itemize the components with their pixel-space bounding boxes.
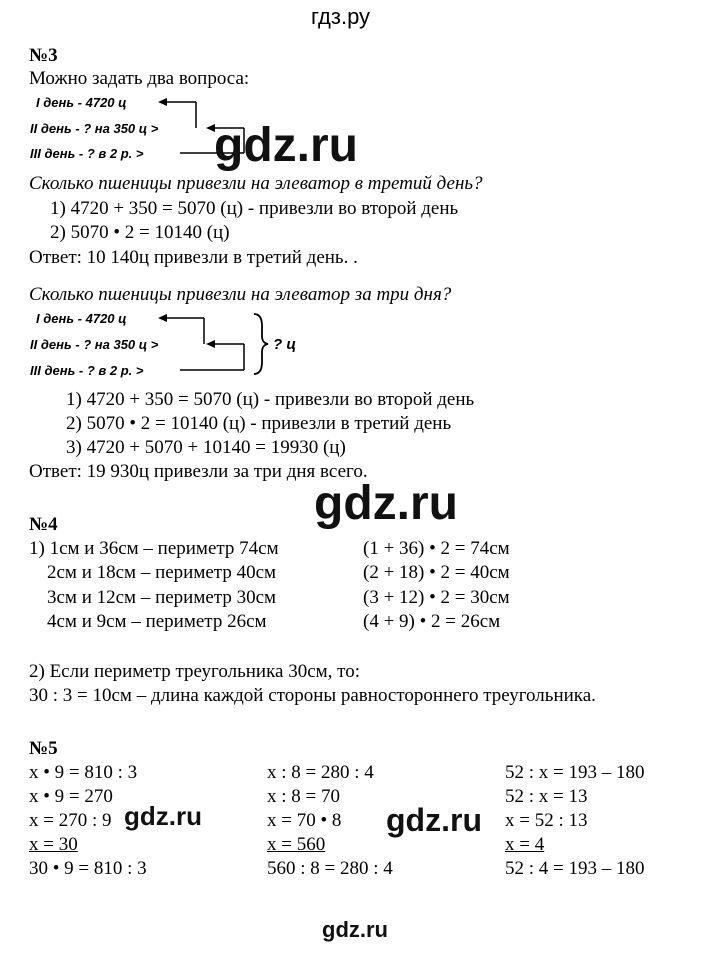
step2-1: 1) 4720 + 350 = 5070 (ц) - привезли во второй день [66, 389, 475, 410]
watermark-5: gdz.ru [322, 917, 388, 942]
diagram2-day3: III день - ? в 2 р. > [30, 363, 144, 378]
question-1: Сколько пшеницы привезли на элеватор в третий день? [29, 173, 483, 194]
diagram1-day1: I день - 4720 ц [36, 95, 127, 110]
question-2: Сколько пшеницы привезли на элеватор за три дня? [29, 284, 452, 305]
answer-1: Ответ: 10 140ц привезли в третий день. . [29, 247, 358, 268]
diagram2-day2: II день - ? на 350 ц > [30, 337, 159, 352]
eq2-line1: x : 8 = 280 : 4 [267, 762, 374, 783]
diagram2-day1: I день - 4720 ц [36, 311, 127, 326]
eq1-check: 30 • 9 = 810 : 3 [29, 858, 147, 879]
eq3-line2: 52 : x = 13 [505, 786, 588, 807]
eq2-check: 560 : 8 = 280 : 4 [267, 858, 393, 879]
watermark-3: gdz.ru [124, 801, 202, 831]
site-header: гдз.ру [311, 4, 371, 29]
eq1-line3: x = 270 : 9 [29, 810, 112, 831]
eq1-line1: x • 9 = 810 : 3 [29, 762, 138, 783]
eq3-line1: 52 : x = 193 – 180 [505, 762, 645, 783]
diagram1-day3: III день - ? в 2 р. > [30, 146, 144, 161]
task4-row3-left: 3см и 12см – периметр 30см [47, 587, 277, 608]
watermark-2: gdz.ru [314, 477, 458, 530]
diagram2-total: ? ц [273, 336, 297, 353]
task4-row3-right: (3 + 12) • 2 = 30см [363, 587, 510, 608]
eq2-line2: x : 8 = 70 [267, 786, 340, 807]
eq2-line3: x = 70 • 8 [267, 810, 342, 831]
task4-row4-right: (4 + 9) • 2 = 26см [363, 611, 501, 632]
task-4-number: №4 [29, 514, 58, 535]
eq3-result: x = 4 [505, 834, 545, 855]
eq3-check: 52 : 4 = 193 – 180 [505, 858, 645, 879]
task4-row4-left: 4см и 9см – периметр 26см [47, 611, 267, 632]
task-3-intro: Можно задать два вопроса: [29, 68, 250, 89]
task4-row2-left: 2см и 18см – периметр 40см [47, 562, 277, 583]
task4-row2-right: (2 + 18) • 2 = 40см [363, 562, 510, 583]
step1-1: 1) 4720 + 350 = 5070 (ц) - привезли во второй день [50, 198, 459, 219]
step2-3: 3) 4720 + 5070 + 10140 = 19930 (ц) [66, 437, 346, 458]
answer-2: Ответ: 19 930ц привезли за три дня всего. [29, 461, 368, 482]
eq3-line3: x = 52 : 13 [505, 810, 588, 831]
eq2-result: x = 560 [267, 834, 326, 855]
task4-part2-line1: 2) Если периметр треугольника 30см, то: [29, 661, 360, 682]
task4-row1-left: 1) 1см и 36см – периметр 74см [29, 538, 279, 559]
watermark-1: gdz.ru [214, 119, 358, 172]
step1-2: 2) 5070 • 2 = 10140 (ц) [50, 222, 230, 243]
task-3-number: №3 [29, 45, 58, 66]
diagram1-day2: II день - ? на 350 ц > [30, 121, 159, 136]
eq1-line2: x • 9 = 270 [29, 786, 113, 807]
task4-row1-right: (1 + 36) • 2 = 74см [363, 538, 510, 559]
task4-part2-line2: 30 : 3 = 10см – длина каждой стороны равностороннего треугольника. [29, 685, 596, 706]
task-5-number: №5 [29, 738, 58, 759]
step2-2: 2) 5070 • 2 = 10140 (ц) - привезли в третий день [66, 413, 452, 434]
watermark-4: gdz.ru [386, 802, 482, 838]
eq1-result: x = 30 [29, 834, 78, 855]
